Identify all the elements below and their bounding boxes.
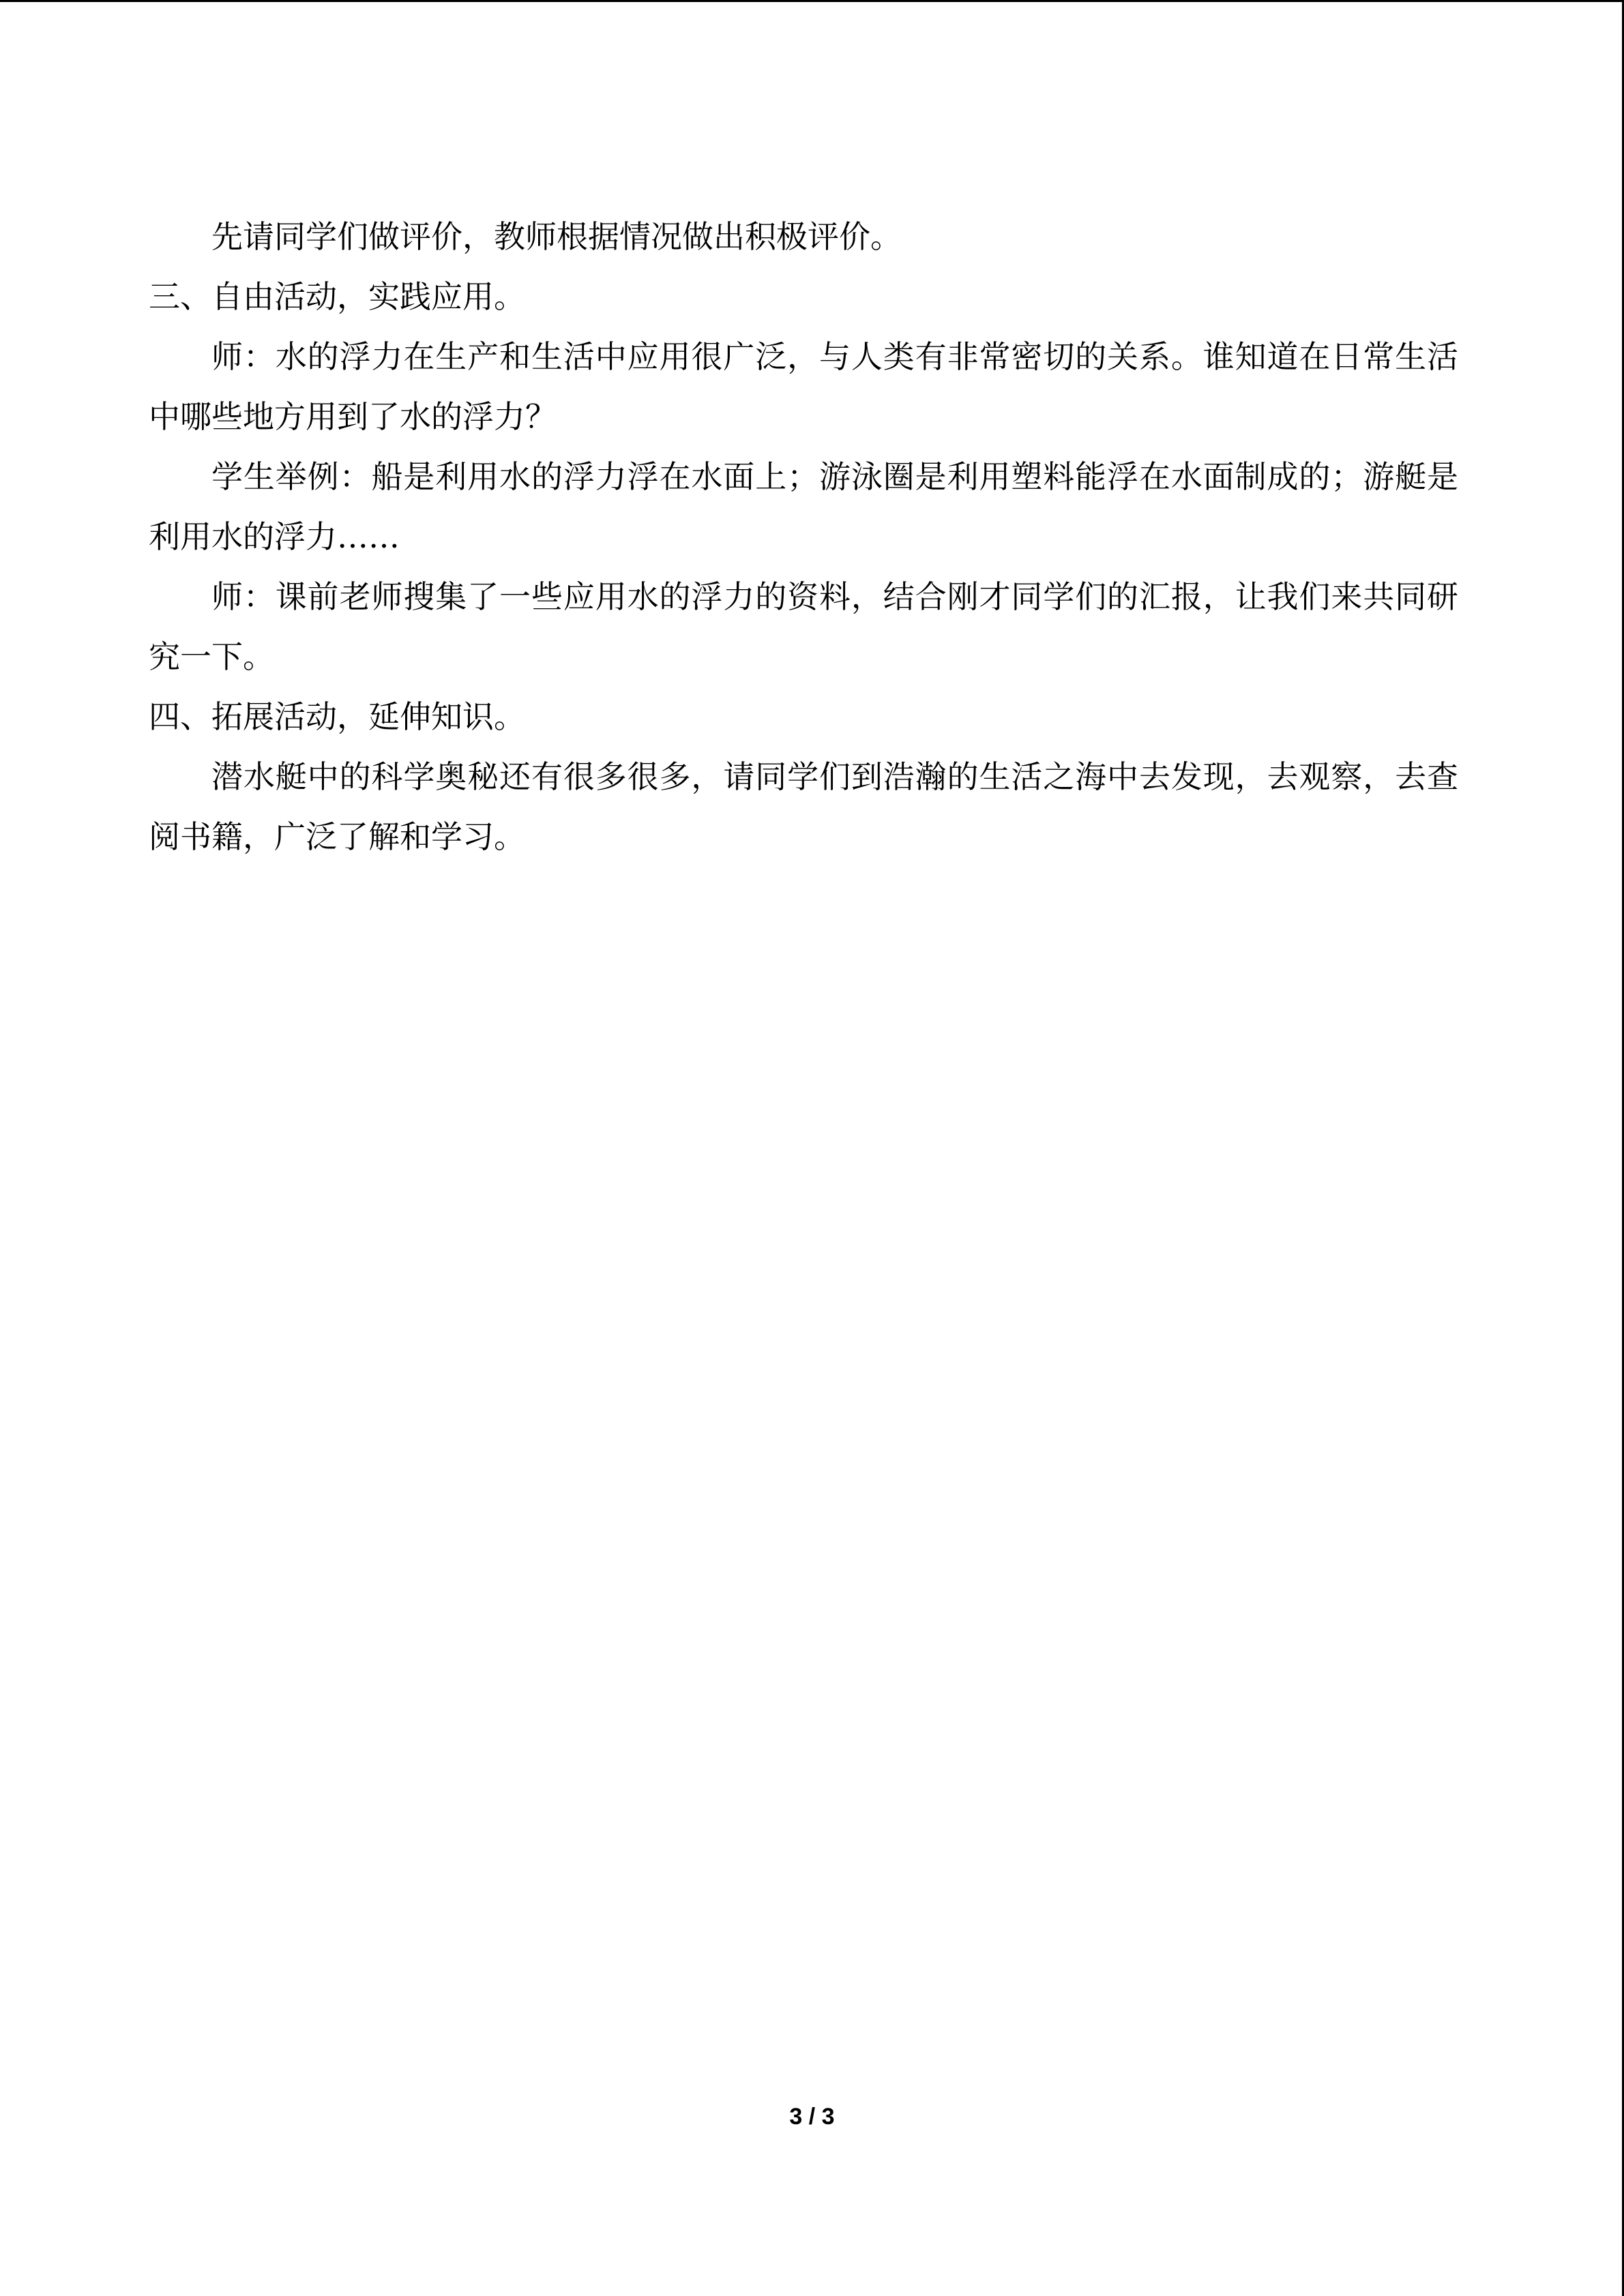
paragraph-extension: 潜水艇中的科学奥秘还有很多很多，请同学们到浩瀚的生活之海中去发现，去观察，去查阅书籍，广泛了解和学习。	[149, 758, 1458, 855]
paragraph-teacher-question: 师：水的浮力在生产和生活中应用很广泛，与人类有非常密切的关系。谁知道在日常生活中哪些地方用到了水的浮力？	[149, 338, 1458, 435]
paragraph-student-examples: 学生举例：船是利用水的浮力浮在水面上；游泳圈是利用塑料能浮在水面制成的；游艇是利用水的浮力……	[149, 458, 1458, 555]
heading-section-three: 三、自由活动，实践应用。	[149, 278, 525, 315]
heading-section-four: 四、拓展活动，延伸知识。	[149, 698, 525, 735]
paragraph-teacher-materials: 师：课前老师搜集了一些应用水的浮力的资料，结合刚才同学们的汇报，让我们来共同研究一下。	[149, 578, 1458, 675]
paragraph-evaluation: 先请同学们做评价，教师根据情况做出积极评价。	[211, 218, 902, 255]
document-body	[149, 207, 1458, 867]
page-number: 3 / 3	[789, 2104, 835, 2130]
